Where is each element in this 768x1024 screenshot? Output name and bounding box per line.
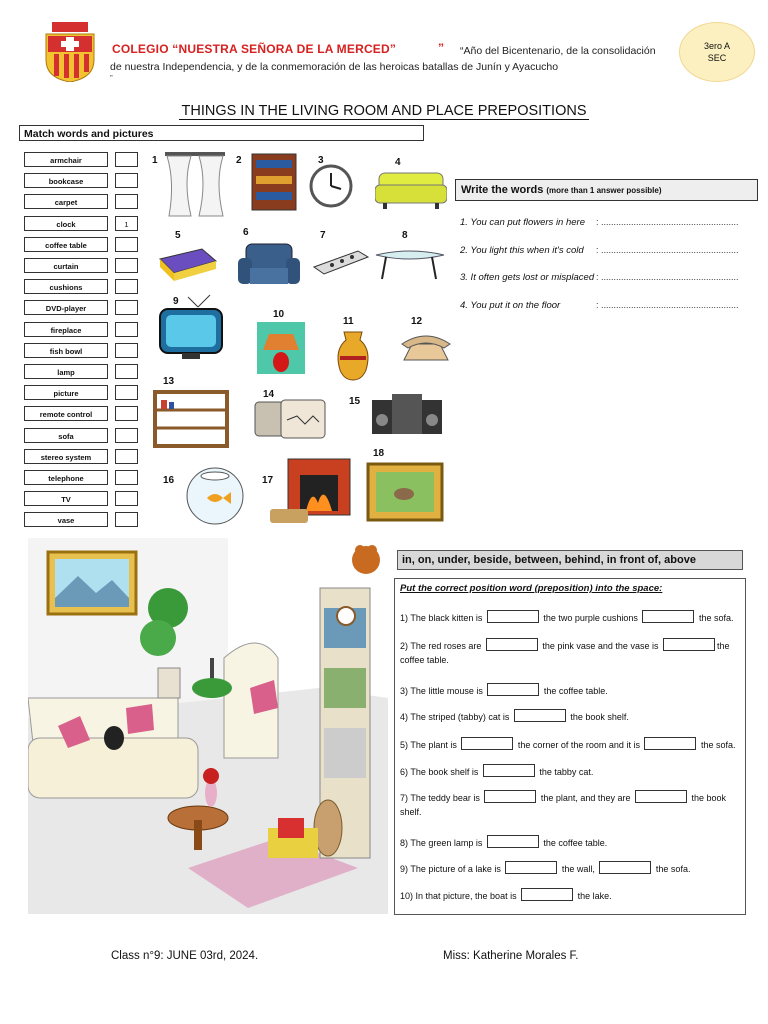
lamp-icon	[255, 318, 307, 378]
sentence-8	[400, 835, 740, 850]
picture-number-4: 4	[395, 157, 401, 168]
answer-blank[interactable]	[483, 764, 535, 777]
answer-blank[interactable]	[505, 861, 557, 874]
word-5: curtain	[24, 258, 108, 273]
picture-number-16: 16	[163, 475, 175, 486]
answer-blank[interactable]	[635, 790, 687, 803]
write-answer-line-4[interactable]: : .......................................................	[596, 299, 739, 310]
word-9: fish bowl	[24, 343, 108, 358]
answer-box-17[interactable]	[115, 512, 138, 527]
picture-icon	[366, 462, 444, 522]
sentence-text: the corner of the room and it is	[515, 740, 643, 750]
word-2: carpet	[24, 194, 108, 209]
answer-box-11[interactable]	[115, 385, 138, 400]
sentence-text: 3) The little mouse is	[400, 686, 486, 696]
word-6: cushions	[24, 279, 108, 294]
write-words-heading: Write the words (more than 1 answer possible)	[455, 179, 758, 201]
school-crest-icon	[42, 22, 98, 82]
grade-level: SEC	[707, 53, 727, 63]
answer-box-0[interactable]	[115, 152, 138, 167]
answer-blank[interactable]	[599, 861, 651, 874]
stereo-system-icon	[370, 392, 444, 436]
bookcase-icon	[153, 390, 229, 448]
sentence-text: the coffee table.	[541, 686, 608, 696]
picture-number-6: 6	[243, 227, 249, 238]
answer-box-6[interactable]	[115, 279, 138, 294]
answer-blank[interactable]	[461, 737, 513, 750]
answer-box-1[interactable]	[115, 173, 138, 188]
remote-control-icon	[312, 247, 370, 277]
motto-line-2: de nuestra Independencia, y de la conmemoración de las heroicas batallas de Junín y Ayacucho	[110, 61, 559, 73]
motto-close-quote: ”	[110, 74, 113, 83]
word-1: bookcase	[24, 173, 108, 188]
sentence-text: 5) The plant is	[400, 740, 460, 750]
write-question-4: 4. You put it on the floor	[460, 299, 561, 311]
telephone-icon	[398, 330, 454, 370]
sentence-text: 6) The book shelf is	[400, 767, 481, 777]
answer-blank[interactable]	[644, 737, 696, 750]
sentence-10	[400, 888, 740, 903]
picture-number-8: 8	[402, 230, 408, 241]
answer-box-4[interactable]	[115, 237, 138, 252]
word-10: lamp	[24, 364, 108, 379]
write-words-note: (more than 1 answer possible)	[546, 186, 662, 195]
word-0: armchair	[24, 152, 108, 167]
picture-number-14: 14	[263, 389, 275, 400]
word-15: telephone	[24, 470, 108, 485]
picture-number-1: 1	[152, 155, 158, 166]
sentence-text: the wall,	[559, 864, 598, 874]
write-answer-line-2[interactable]: : .......................................................	[596, 244, 739, 255]
picture-number-18: 18	[373, 448, 385, 459]
exercise-instruction: Put the correct position word (preposition) into the space:	[400, 583, 663, 594]
sentence-7	[400, 790, 740, 819]
answer-box-3[interactable]: 1	[115, 216, 138, 231]
tv-icon	[158, 293, 224, 363]
word-14: stereo system	[24, 449, 108, 464]
sofa-icon	[375, 167, 447, 211]
living-room-illustration	[28, 538, 388, 914]
word-16: TV	[24, 491, 108, 506]
answer-box-16[interactable]	[115, 491, 138, 506]
armchair-icon	[236, 240, 302, 292]
picture-number-9: 9	[173, 296, 179, 307]
sentence-text: the plant, and they are	[538, 793, 633, 803]
picture-number-2: 2	[236, 155, 242, 166]
picture-number-5: 5	[175, 230, 181, 241]
coffee-table-icon	[372, 247, 448, 283]
answer-blank[interactable]	[521, 888, 573, 901]
sentence-text: the book shelf.	[400, 793, 726, 817]
answer-blank[interactable]	[514, 709, 566, 722]
word-11: picture	[24, 385, 108, 400]
class-info: Class n°9: JUNE 03rd, 2024.	[111, 950, 259, 962]
picture-number-15: 15	[349, 396, 361, 407]
word-3: clock	[24, 216, 108, 231]
sentence-text: the coffee table.	[400, 641, 730, 665]
picture-number-7: 7	[320, 230, 326, 241]
write-answer-line-3[interactable]: : .......................................................	[596, 272, 739, 282]
sentence-9	[400, 861, 740, 876]
picture-number-11: 11	[343, 316, 354, 327]
grade-badge	[679, 22, 755, 82]
fireplace-icon	[268, 455, 356, 529]
word-7: DVD-player	[24, 300, 108, 315]
word-13: sofa	[24, 428, 108, 443]
answer-blank[interactable]	[487, 835, 539, 848]
answer-box-15[interactable]	[115, 470, 138, 485]
answer-box-12[interactable]	[115, 406, 138, 421]
picture-number-10: 10	[273, 309, 285, 320]
answer-blank[interactable]	[486, 638, 538, 651]
word-4: coffee table	[24, 237, 108, 252]
sentence-2	[400, 638, 740, 667]
picture-number-13: 13	[163, 376, 175, 387]
sentence-text: the tabby cat.	[536, 767, 594, 777]
write-question-1: 1. You can put flowers in here	[460, 217, 585, 228]
answer-box-7[interactable]	[115, 300, 138, 315]
word-12: remote control	[24, 406, 108, 421]
answer-box-9[interactable]	[115, 343, 138, 358]
answer-box-2[interactable]	[115, 194, 138, 209]
quote-mark: ”	[438, 41, 444, 55]
sentence-text: 4) The striped (tabby) cat is	[400, 712, 512, 722]
write-question-2: 2. You light this when it's cold	[460, 244, 584, 256]
sentence-text: the lake.	[575, 891, 612, 901]
teacher-name: Miss: Katherine Morales F.	[443, 950, 579, 962]
sentence-text: the sofa.	[653, 864, 691, 874]
dvd-player-icon	[156, 243, 218, 285]
match-heading: Match words and pictures	[19, 125, 424, 141]
fish-bowl-icon	[185, 460, 245, 526]
sentence-text: 10) In that picture, the boat is	[400, 891, 520, 901]
sentence-6	[400, 764, 740, 779]
answer-blank[interactable]	[484, 790, 536, 803]
carpet-icon	[250, 152, 298, 214]
picture-number-12: 12	[411, 316, 423, 327]
cushions-icon	[253, 398, 327, 440]
answer-box-13[interactable]	[115, 428, 138, 443]
answer-blank[interactable]	[487, 610, 539, 623]
grade-label: 3ero A	[703, 41, 731, 51]
answer-blank[interactable]	[642, 610, 694, 623]
sentence-4	[400, 709, 740, 724]
sentence-3	[400, 683, 740, 698]
sentence-text: the coffee table.	[540, 838, 608, 848]
answer-blank[interactable]	[663, 638, 715, 651]
curtain-icon	[165, 152, 225, 218]
vase-icon	[334, 330, 372, 382]
picture-number-17: 17	[262, 475, 274, 486]
answer-blank[interactable]	[487, 683, 539, 696]
worksheet-title: THINGS IN THE LIVING ROOM AND PLACE PREPOSITIONS	[181, 103, 587, 119]
sentence-5	[400, 737, 740, 752]
answer-box-10[interactable]	[115, 364, 138, 379]
sentence-text: 8) The green lamp is	[400, 838, 485, 848]
answer-box-14[interactable]	[115, 449, 138, 464]
sentence-text: the sofa.	[698, 740, 736, 750]
write-answer-line-1[interactable]: : .......................................................	[596, 217, 739, 227]
answer-box-8[interactable]	[115, 322, 138, 337]
word-8: fireplace	[24, 322, 108, 337]
sentence-text: the two purple cushions	[540, 613, 641, 623]
sentence-text: 9) The picture of a lake is	[400, 864, 504, 874]
school-name: COLEGIO “NUESTRA SEÑORA DE LA MERCED”	[112, 42, 397, 56]
write-question-3: 3. It often gets lost or misplaced	[460, 272, 595, 283]
sentence-text: 1) The black kitten is	[400, 613, 485, 623]
word-17: vase	[24, 512, 108, 527]
sentence-1	[400, 610, 740, 625]
sentence-text: the sofa.	[696, 613, 734, 623]
preposition-list: in, on, under, beside, between, behind, in front of, above	[397, 550, 743, 570]
sentence-text: the book shelf.	[567, 712, 629, 722]
sentence-text: the pink vase and the vase is	[539, 641, 661, 651]
clock-icon	[303, 163, 359, 209]
answer-box-5[interactable]	[115, 258, 138, 273]
sentence-text: 2) The red roses are	[400, 641, 484, 651]
motto-line-1: “Año del Bicentenario, de la consolidación	[460, 45, 656, 57]
sentence-text: 7) The teddy bear is	[400, 793, 483, 803]
picture-number-3: 3	[318, 155, 324, 166]
